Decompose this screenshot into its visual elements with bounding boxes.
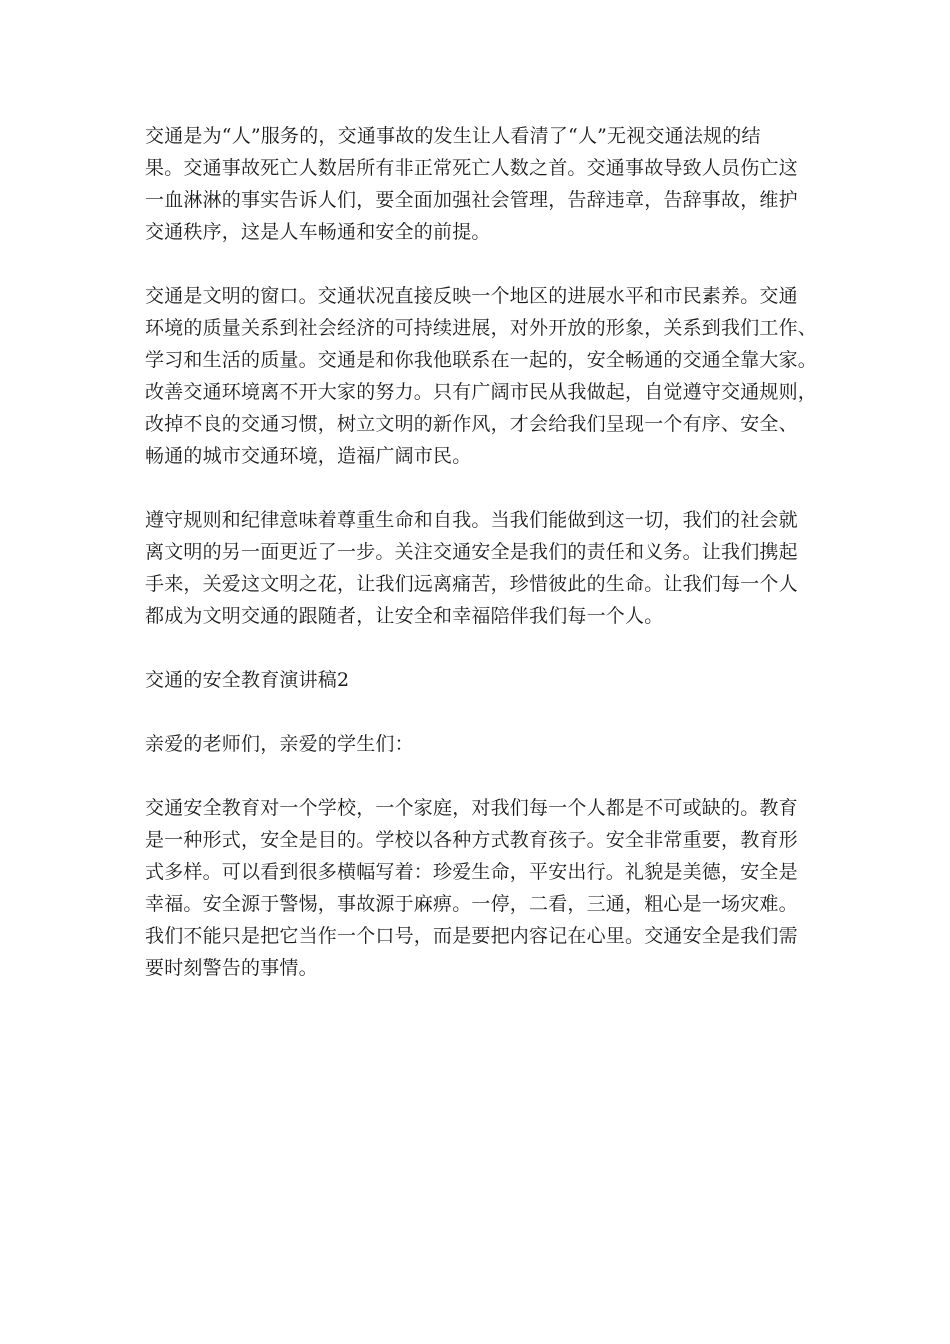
text-line: 改善交通环境离不开大家的努力。只有广阔市民从我做起，自觉遵守交通规则， xyxy=(145,381,818,403)
text-line: 交通安全教育对一个学校，一个家庭，对我们每一个人都是不可或缺的。教育 xyxy=(145,797,798,819)
paragraph xyxy=(145,504,810,632)
salutation-text: 亲爱的老师们，亲爱的学生们： xyxy=(145,733,414,755)
text-line: 手来，关爱这文明之花，让我们远离痛苦，珍惜彼此的生命。让我们每一个人 xyxy=(145,573,798,595)
paragraph xyxy=(145,280,818,472)
text-line: 交通秩序，这是人车畅通和安全的前提。 xyxy=(145,221,491,243)
salutation xyxy=(145,728,810,760)
text-line: 一血淋淋的事实告诉人们，要全面加强社会管理，告辞违章，告辞事故，维护 xyxy=(145,189,798,211)
text-line: 幸福。安全源于警惕，事故源于麻痹。一停，二看，三通，粗心是一场灾难。 xyxy=(145,893,798,915)
text-line: 要时刻警告的事情。 xyxy=(145,957,318,979)
text-line: 学习和生活的质量。交通是和你我他联系在一起的，安全畅通的交通全靠大家。 xyxy=(145,349,818,371)
text-line: 离文明的另一面更近了一步。关注交通安全是我们的责任和义务。让我们携起 xyxy=(145,541,798,563)
text-line: 果。交通事故死亡人数居所有非正常死亡人数之首。交通事故导致人员伤亡这 xyxy=(145,157,798,179)
text-line: 改掉不良的交通习惯，树立文明的新作风，才会给我们呈现一个有序、安全、 xyxy=(145,413,798,435)
heading-text: 交通的安全教育演讲稿2 xyxy=(145,669,350,691)
paragraph xyxy=(145,792,810,984)
text-line: 式多样。可以看到很多横幅写着：珍爱生命，平安出行。礼貌是美德，安全是 xyxy=(145,861,798,883)
paragraph xyxy=(145,120,810,248)
document-body xyxy=(145,120,818,1016)
section-heading xyxy=(145,664,810,696)
text-line: 是一种形式，安全是目的。学校以各种方式教育孩子。安全非常重要，教育形 xyxy=(145,829,798,851)
text-line: 都成为文明交通的跟随者，让安全和幸福陪伴我们每一个人。 xyxy=(145,605,664,627)
text-line: 遵守规则和纪律意味着尊重生命和自我。当我们能做到这一切，我们的社会就 xyxy=(145,509,798,531)
text-line: 我们不能只是把它当作一个口号，而是要把内容记在心里。交通安全是我们需 xyxy=(145,925,798,947)
text-line: 畅通的城市交通环境，造福广阔市民。 xyxy=(145,445,472,467)
text-line: 环境的质量关系到社会经济的可持续进展，对外开放的形象，关系到我们工作、 xyxy=(145,317,818,339)
text-line: 交通是为“人”服务的，交通事故的发生让人看清了“人”无视交通法规的结 xyxy=(145,125,761,147)
text-line: 交通是文明的窗口。交通状况直接反映一个地区的进展水平和市民素养。交通 xyxy=(145,285,798,307)
